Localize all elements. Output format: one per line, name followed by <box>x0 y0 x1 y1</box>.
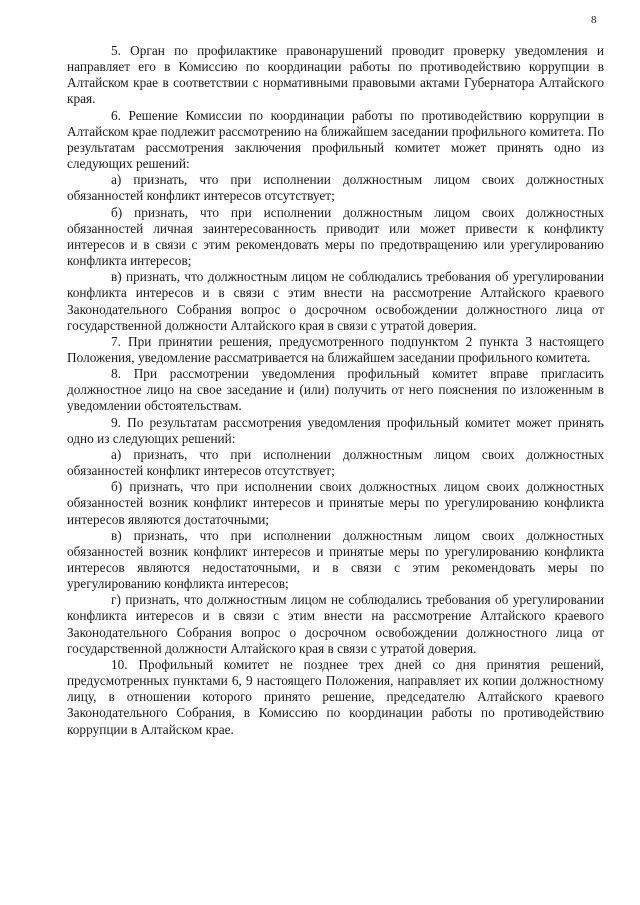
paragraph-item-7: 7. При принятии решения, предусмотренного подпунктом 2 пункта 3 настоящего Положения, уведомление рассматривается на ближайшем заседании профильного комитета. <box>67 333 604 365</box>
paragraph-item-9: 9. По результатам рассмотрения уведомления профильный комитет может принять одно из следующих решений: <box>67 414 604 446</box>
paragraph-item-9b: б) признать, что при исполнении своих должностных лицом своих должностных обязанностей возник конфликт интересов и принятые меры по урегулированию конфликта интересов являются достаточными; <box>67 479 604 527</box>
paragraph-item-8: 8. При рассмотрении уведомления профильный комитет вправе пригласить должностное лицо на свое заседание и (или) получить от него пояснения по изложенным в уведомлении обстоятельствам. <box>67 366 604 414</box>
paragraph-item-6b: б) признать, что при исполнении должностным лицом своих должностных обязанностей личная заинтересованность приводит или может привести к конфликту интересов и в связи с этим рекомендовать меры по предотвращению или урегулированию конфликта интересов; <box>67 204 604 269</box>
paragraph-item-9v: в) признать, что при исполнении должностным лицом своих должностных обязанностей возник конфликт интересов и принятые меры по урегулированию конфликта интересов являются недостаточными, и в связи с этим рекомендовать меры по урегулированию конфликта интересов; <box>67 527 604 592</box>
paragraph-item-6: 6. Решение Комиссии по координации работы по противодействию коррупции в Алтайском крае подлежит рассмотрению на ближайшем заседании профильного комитета. По результатам рассмотрения заключения профильный комитет может принять одно из следующих решений: <box>67 107 604 172</box>
paragraph-item-5: 5. Орган по профилактике правонарушений проводит проверку уведомления и направляет его в Комиссию по координации работы по противодействию коррупции в Алтайском крае в соответствии с нормативными правовыми актами Губернатора Алтайского края. <box>67 43 604 107</box>
page-number: 8 <box>591 14 597 26</box>
document-body <box>67 43 604 738</box>
paragraph-item-9a: а) признать, что при исполнении должностным лицом своих должностных обязанностей конфликт интересов отсутствует; <box>67 446 604 479</box>
paragraph-item-6v: в) признать, что должностным лицом не соблюдались требования об урегулировании конфликта интересов и в связи с этим внести на рассмотрение Алтайского краевого Законодательного Собрания вопрос о досрочном освобождении должностного лица от государственной должности Алтайского края в связи с утратой доверия. <box>67 269 604 333</box>
paragraph-item-10: 10. Профильный комитет не позднее трех дней со дня принятия решений, предусмотренных пунктами 6, 9 настоящего Положения, направляет их копии должностному лицу, в отношении которого принято решение, председателю Алтайского краевого Законодательного Собрания, в Комиссию по координации работы по противодействию коррупции в Алтайском крае. <box>67 656 604 737</box>
paragraph-item-6a: а) признать, что при исполнении должностным лицом своих должностных обязанностей конфликт интересов отсутствует; <box>67 172 604 204</box>
paragraph-item-9g: г) признать, что должностным лицом не соблюдались требования об урегулировании конфликта интересов и в связи с этим внести на рассмотрение Алтайского краевого Законодательного Собрания вопрос о досрочном освобождении должностного лица от государственной должности Алтайского края в связи с утратой доверия. <box>67 592 604 656</box>
